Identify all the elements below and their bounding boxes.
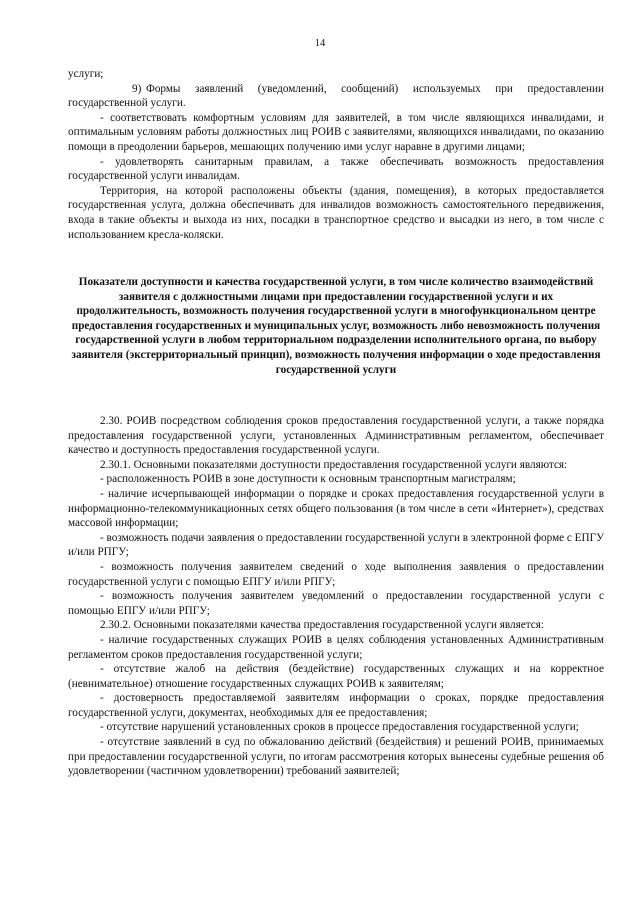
item-text: Формы заявлений (уведомлений, сообщений) используемых при предоставлении государственной услуги. xyxy=(68,82,604,110)
body-section xyxy=(68,414,604,779)
paragraph: - соответствовать комфортным условиям для заявителей, в том числе являющихся инвалидами, и оптимальным условиям работы должностных лиц РОИВ с заявителями, являющихся инвалидами, по оказанию помощи в преодолении барьеров, мешающих получению ими услуг наравне в другими лицами; xyxy=(68,111,604,153)
paragraph: - достоверность предоставляемой заявителям информации о сроках, порядке предоставления государственной услуги, документах, необходимых для ее предоставления; xyxy=(68,692,604,719)
paragraph: 2.30.1. Основными показателями доступности предоставления государственной услуги являются: xyxy=(100,458,568,471)
item-number: 9) xyxy=(132,82,142,95)
paragraph: Территория, на которой расположены объекты (здания, помещения), в которых предоставляется государственная услуга, должна обеспечивать для инвалидов возможность самостоятельного передвижения, входа в такие объекты и выхода из них, посадки в транспортное средство и высадки из него, в том числе с использованием кресла-коляски. xyxy=(68,184,604,241)
paragraph: - удовлетворять санитарным правилам, а также обеспечивать возможность предоставления государственной услуги инвалидам. xyxy=(68,155,604,183)
paragraph: 2.30. РОИВ посредством соблюдения сроков предоставления государственной услуги, а также порядка предоставления государственной услуги, установленных Административным регламентом, обеспечивает качество и доступность предоставления государственной услуги. xyxy=(68,415,604,457)
paragraph: - отсутствие нарушений установленных сроков в процессе предоставления государственной услуги; xyxy=(100,721,579,734)
section-heading: Показатели доступности и качества государственной услуги, в том числе количество взаимодействий заявителя с должностными лицами при предоставлении государственной услуги и их продолжительность, возможность получения государственной услуги в многофункциональном центре предоставления государственных и муниципальных услуг, возможность либо невозможность получения государственной услуги в любом территориальном подразделении исполнительного органа, по выбору заявителя (экстерриториальный принцип), возможность получения информации о ходе предоставления государственной услуги xyxy=(71,276,601,376)
paragraph: - отсутствие жалоб на действия (бездействие) государственных служащих и на корректное (невнимательное) отношение государственных служащих РОИВ к заявителям; xyxy=(68,663,604,690)
paragraph: 2.30.2. Основными показателями качества предоставления государственной услуги является: xyxy=(100,619,544,632)
paragraph: - возможность получения заявителем сведений о ходе выполнения заявления о предоставлении государственной услуги с помощью ЕПГУ и/или РПГУ; xyxy=(68,560,604,588)
page-number: 14 xyxy=(314,38,326,49)
paragraph: - наличие государственных служащих РОИВ в целях соблюдения установленных Административным регламентом сроков предоставления государственной услуги; xyxy=(68,633,604,661)
paragraph: - отсутствие заявлений в суд по обжалованию действий (бездействия) и решений РОИВ, принимаемых при предоставлении государственной услуги, по итогам рассмотрения которых вынесены судебные решения об удовлетворении (частичном удовлетворении) требований заявителей; xyxy=(68,736,604,778)
paragraph: - расположенность РОИВ в зоне доступности к основным транспортным магистралям; xyxy=(100,473,516,486)
paragraph: - наличие исчерпывающей информации о порядке и сроках предоставления государственной услуги в информационно-телекоммуникационных сетях общего пользования (в том числе в сети «Интернет»), средствах массовой информации; xyxy=(68,487,604,530)
paragraph-item-9 xyxy=(68,82,604,111)
paragraph: услуги; xyxy=(68,68,104,80)
paragraph: - возможность получения заявителем уведомлений о предоставлении государственной услуги с помощью ЕПГУ и/или РПГУ; xyxy=(68,590,604,617)
paragraph: - возможность подачи заявления о предоставлении государственной услуги в электронной форме с ЕПГУ и/или РПГУ; xyxy=(68,531,604,559)
top-section xyxy=(68,67,604,242)
